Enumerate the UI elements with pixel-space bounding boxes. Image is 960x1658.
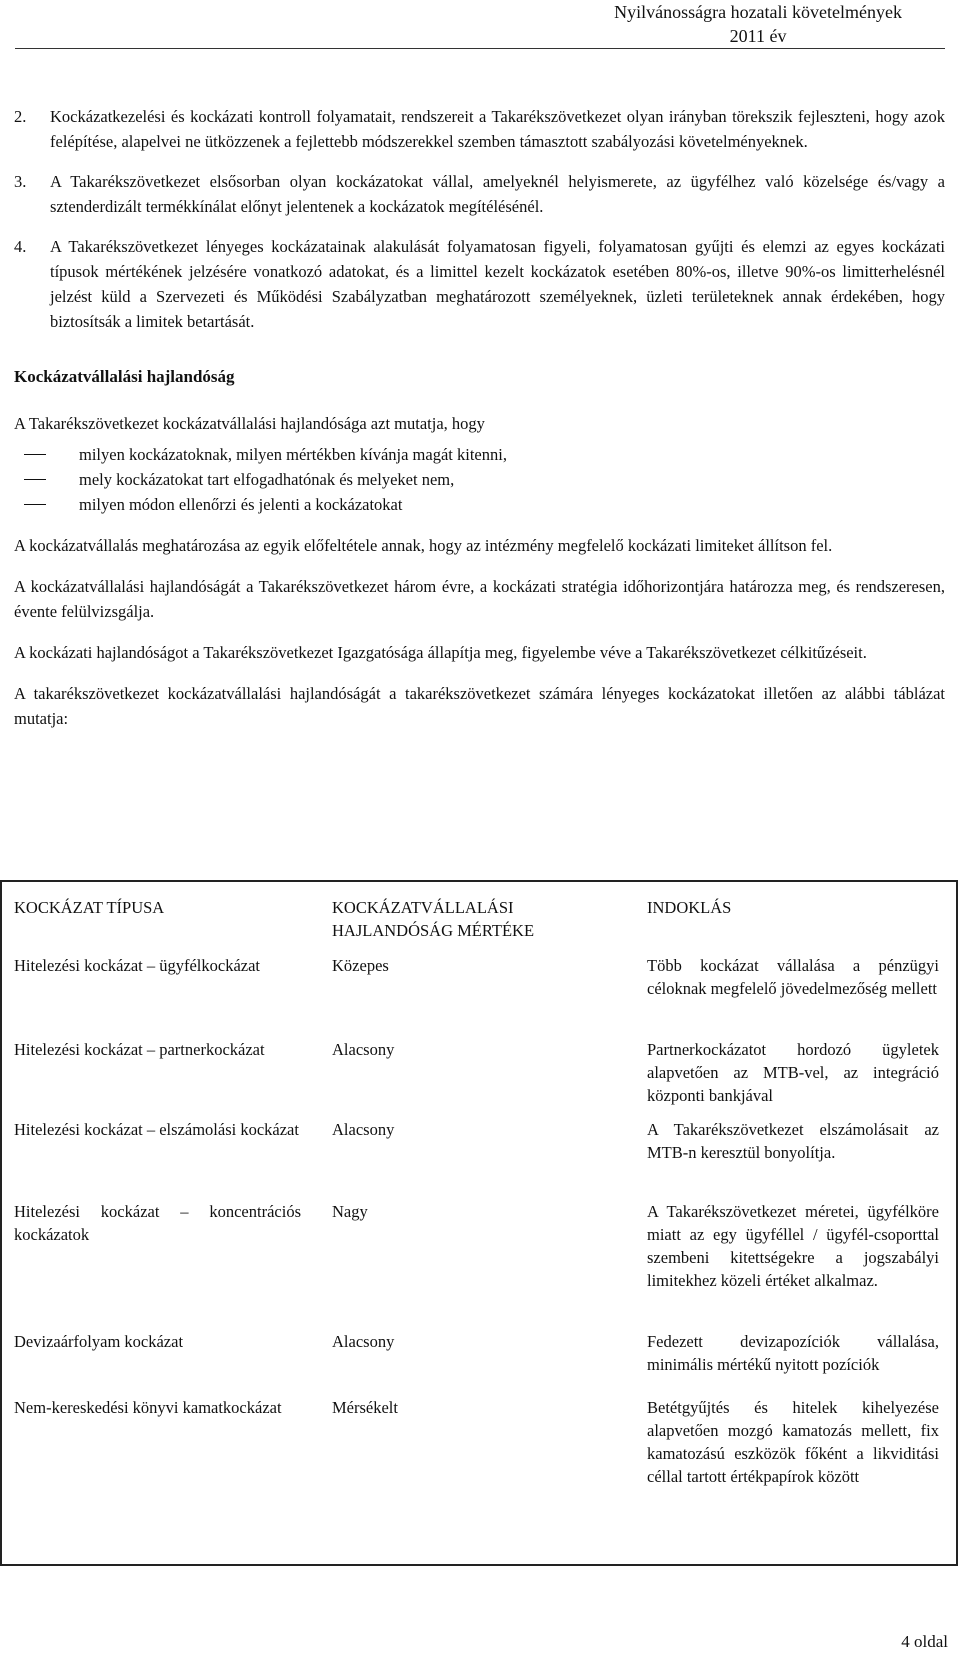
cell-appetite-level: Nagy (332, 1202, 368, 1221)
section-title: Kockázatvállalási hajlandóság (14, 367, 235, 386)
item-number: 4. (14, 237, 27, 256)
cell-reason: A Takarékszövetkezet méretei, ügyfélköre miatt az egy ügyféllel / ügyfél-csoporttal szembeni kitettségekre a jogszabályi limitekhez közeli értéket alkalmaz. (647, 1202, 939, 1290)
cell-appetite-level: Mérsékelt (332, 1398, 398, 1417)
cell-appetite-level: Alacsony (332, 1040, 395, 1059)
cell-reason: Betétgyűjtés és hitelek kihelyezése alapvetően mozgó kamatozás mellett, fix kamatozású eszközök főként a likviditási céllal tartott értékpapírok között (647, 1398, 939, 1486)
page-number: 4 oldal (901, 1632, 948, 1651)
cell-appetite-level: Közepes (332, 956, 389, 975)
item-text: A Takarékszövetkezet elsősorban olyan kockázatokat vállal, amelyeknél helyismerete, az ügyfélhez való közelsége és/vagy a sztenderdizált termékkínálat előnyt jelentenek a kockázatok megítélésénél. (50, 172, 945, 216)
dash-icon (24, 454, 46, 455)
page-header (614, 0, 902, 48)
cell-reason: Partnerkockázatot hordozó ügyletek alapvetően az MTB-vel, az integráció központi bankjával (647, 1040, 939, 1105)
item-text: A Takarékszövetkezet lényeges kockázatainak alakulását folyamatosan figyeli, folyamatosan gyűjti és elemzi az egyes kockázati típusok mértékének jelzésére vonatkozó adatokat, és a limittel kezelt kockázatok esetében 80%-os, illetve 90%-os limitterhelésnél jelzést küld a Szervezeti és Működési Szabályzatban meghatározott személyeknek, üzleti területeknek annak érdekében, hogy biztosítsák a limitek betartását. (50, 237, 945, 331)
cell-risk-type: Nem-kereskedési könyvi kamatkockázat (14, 1398, 282, 1417)
list-item: mely kockázatokat tart elfogadhatónak és melyeket nem, (14, 467, 945, 492)
cell-risk-type: Hitelezési kockázat – elszámolási kockázat (14, 1120, 299, 1139)
numbered-item (14, 104, 945, 154)
paragraph: A takarékszövetkezet kockázatvállalási hajlandóságát a takarékszövetkezet számára lényeges kockázatokat illetően az alábbi táblázat mutatja: (14, 684, 945, 728)
intro-paragraph: A Takarékszövetkezet kockázatvállalási hajlandósága azt mutatja, hogy (14, 414, 485, 433)
cell-risk-type: Hitelezési kockázat – ügyfélkockázat (14, 956, 261, 975)
header-cell-reason: INDOKLÁS (647, 898, 732, 917)
risk-appetite-table (0, 880, 958, 1566)
header-year: 2011 év (729, 26, 787, 46)
document-body (14, 104, 945, 747)
cell-risk-type: Hitelezési kockázat – koncentrációs kockázatok (14, 1202, 301, 1244)
cell-appetite-level: Alacsony (332, 1332, 395, 1351)
header-cell-level: KOCKÁZATVÁLLALÁSI HAJLANDÓSÁG MÉRTÉKE (332, 898, 535, 940)
cell-reason: A Takarékszövetkezet elszámolásait az MTB-n keresztül bonyolítja. (647, 1120, 939, 1162)
dash-list (14, 442, 945, 517)
paragraph: A kockázati hajlandóságot a Takarékszövetkezet Igazgatósága állapítja meg, figyelembe véve a Takarékszövetkezet célkitűzéseit. (14, 643, 867, 662)
item-number: 2. (14, 107, 27, 126)
cell-risk-type: Hitelezési kockázat – partnerkockázat (14, 1040, 265, 1059)
item-text: Kockázatkezelési és kockázati kontroll folyamatait, rendszereit a Takarékszövetkezet olyan irányban törekszik fejleszteni, hogy azok felépítése, alapelvei ne ütközzenek a fejlettebb módszerekkel szemben támasztott szabályozási követelményeknek. (50, 107, 945, 151)
cell-reason: Fedezett devizapozíciók vállalása, minimális mértékű nyitott pozíciók (647, 1332, 939, 1374)
header-cell-type: KOCKÁZAT TÍPUSA (14, 898, 165, 917)
numbered-item (14, 169, 945, 219)
item-number: 3. (14, 172, 27, 191)
dash-icon (24, 479, 46, 480)
cell-risk-type: Devizaárfolyam kockázat (14, 1332, 184, 1351)
cell-reason: Több kockázat vállalása a pénzügyi céloknak megfelelő jövedelmezőség mellett (647, 956, 939, 998)
paragraph: A kockázatvállalási hajlandóságát a Takarékszövetkezet három évre, a kockázati stratégia időhorizontjára határozza meg, és rendszeresen, évente felülvizsgálja. (14, 577, 945, 621)
paragraph: A kockázatvállalás meghatározása az egyik előfeltétele annak, hogy az intézmény megfelelő kockázati limiteket állítson fel. (14, 536, 833, 555)
cell-appetite-level: Alacsony (332, 1120, 395, 1139)
header-divider (15, 48, 945, 49)
header-title: Nyilvánosságra hozatali követelmények (614, 2, 902, 22)
list-item: milyen módon ellenőrzi és jelenti a kockázatokat (14, 492, 945, 517)
dash-icon (24, 504, 46, 505)
numbered-item (14, 234, 945, 334)
list-item: milyen kockázatoknak, milyen mértékben kívánja magát kitenni, (14, 442, 945, 467)
